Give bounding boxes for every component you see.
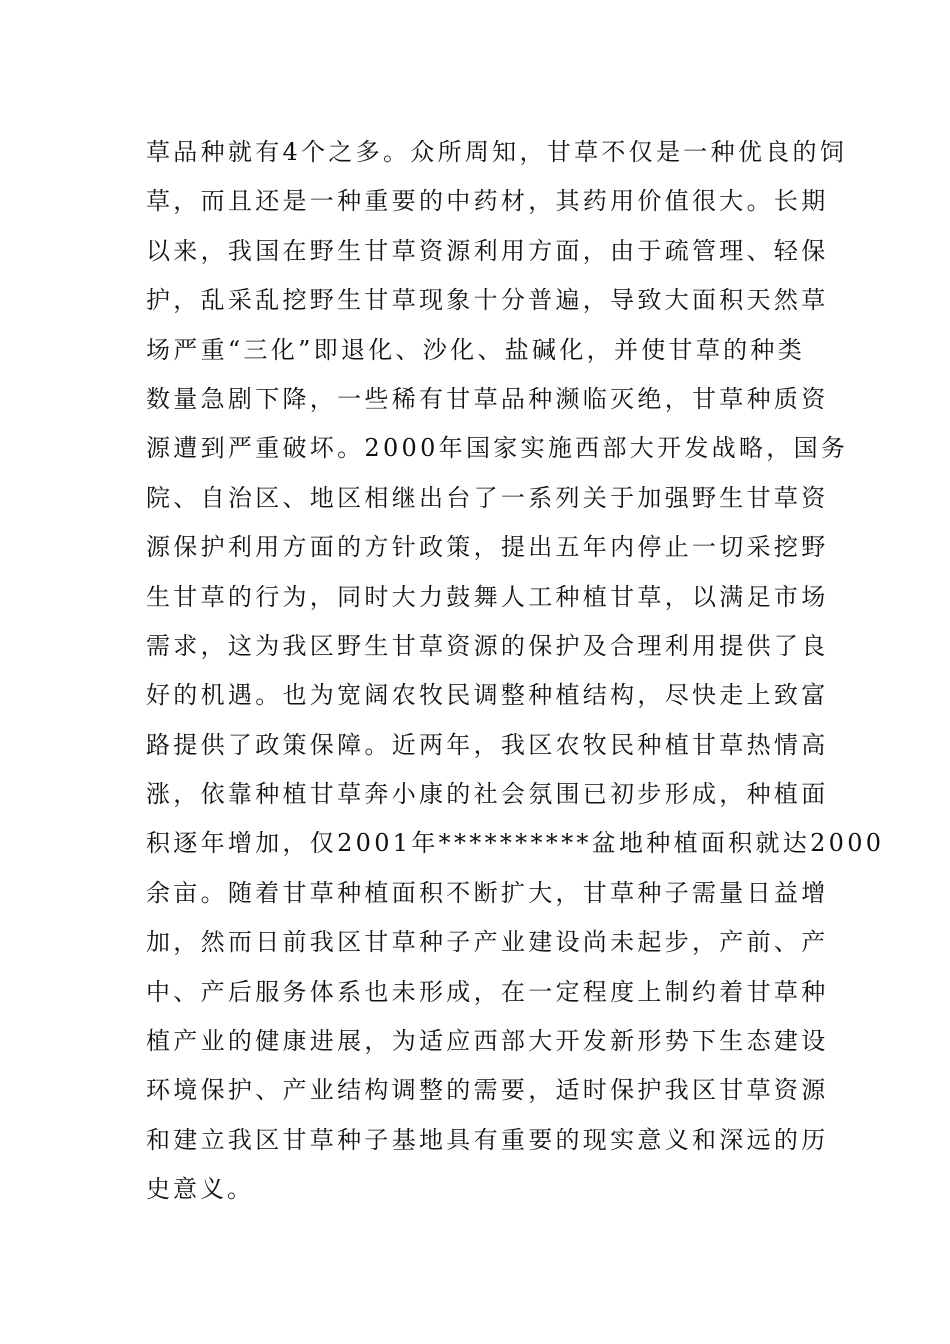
text-line: 源遭到严重破坏。2000年国家实施西部大开发战略，国务 [146, 434, 849, 463]
text-line: 护，乱采乱挖野生甘草现象十分普遍，导致大面积天然草 [146, 286, 829, 315]
text-line: 需求，这为我区野生甘草资源的保护及合理利用提供了良 [146, 631, 829, 660]
text-line: 中、产后服务体系也未形成，在一定程度上制约着甘草种 [146, 977, 829, 1006]
text-line: 院、自治区、地区相继出台了一系列关于加强野生甘草资 [146, 483, 829, 512]
text-line: 和建立我区甘草种子基地具有重要的现实意义和深远的历 [146, 1125, 829, 1154]
text-line: 路提供了政策保障。近两年，我区农牧民种植甘草热情高 [146, 730, 829, 759]
text-line: 加，然而日前我区甘草种子产业建设尚未起步，产前、产 [146, 928, 829, 957]
text-line: 草，而且还是一种重要的中药材，其药用价值很大。长期 [146, 187, 829, 216]
text-line: 环境保护、产业结构调整的需要，适时保护我区甘草资源 [146, 1076, 829, 1105]
text-line: 史意义。 [146, 1175, 254, 1204]
text-line: 好的机遇。也为宽阔农牧民调整种植结构，尽快走上致富 [146, 681, 829, 710]
text-line: 场严重“三化”即退化、沙化、盐碱化，并使甘草的种类 [146, 335, 806, 364]
text-line: 植产业的健康进展，为适应西部大开发新形势下生态建设 [146, 1027, 829, 1056]
text-line: 草品种就有4个之多。众所周知，甘草不仅是一种优良的饲 [146, 138, 848, 166]
text-line: 积逐年增加，仅2001年**********盆地种植面积就达2000 [146, 829, 885, 858]
text-line: 生甘草的行为，同时大力鼓舞人工种植甘草，以满足市场 [146, 582, 829, 611]
text-line: 余亩。随着甘草种植面积不断扩大，甘草种子需量日益增 [146, 878, 829, 907]
text-line: 涨，依靠种植甘草奔小康的社会氛围已初步形成，种植面 [146, 780, 829, 809]
text-line: 源保护利用方面的方针政策，提出五年内停止一切采挖野 [146, 533, 829, 562]
body-paragraph [146, 128, 885, 1215]
text-line: 以来，我国在野生甘草资源利用方面，由于疏管理、轻保 [146, 236, 829, 265]
text-line: 数量急剧下降，一些稀有甘草品种濒临灭绝，甘草种质资 [146, 384, 829, 413]
